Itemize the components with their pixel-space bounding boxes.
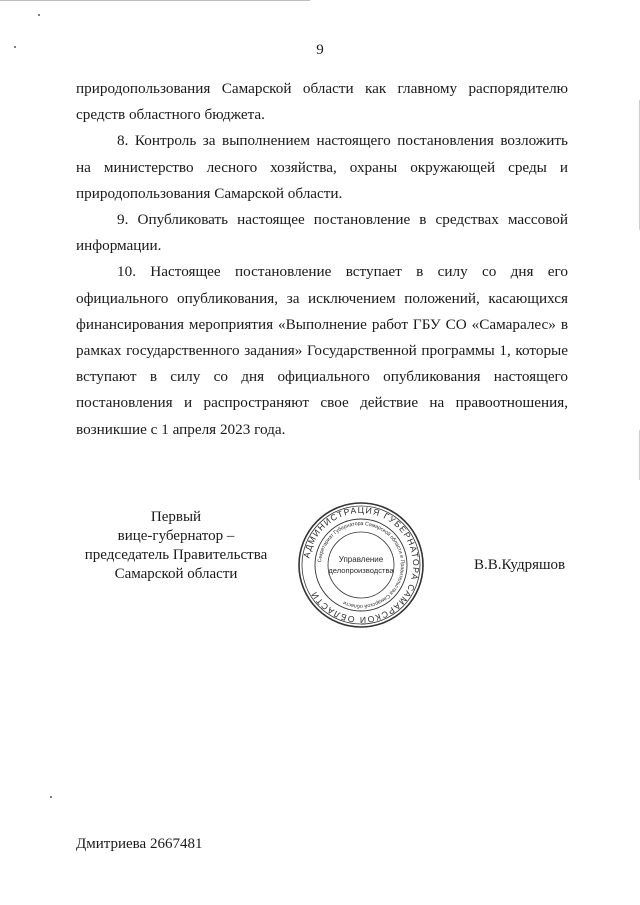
signatory-title-line: Первый [150,509,202,525]
paragraph-continuation: природопользования Самарской области как главному распорядителю средств областного бюджета. [76,80,568,124]
seal-graphic [296,500,426,630]
signatory-title-line: Самарской области [114,566,238,582]
signatory-title-line: председатель Правительства [84,547,268,563]
scan-artifact-dot [50,796,52,798]
paragraph-8: 8. Контроль за выполнением настоящего постановления возложить на министерство лесного хозяйства, охраны окружающей среды и природопользования Самарской области. [76,132,568,202]
scan-artifact-dot [38,14,40,16]
document-body [76,76,568,443]
scan-artifact-top-line [0,0,310,1]
paragraph-10: 10. Настоящее постановление вступает в силу со дня его официального опубликования, за исключением положений, касающихся финансирования мероприятия «Выполнение работ ГБУ СО «Самаралес» в рамках государственного задания» Государственной программы 1, которые вступают в силу со дня официального опубликования настоящего постановления и распространяют свое действие на правоотношения, возникшие с 1 апреля 2023 года. [76,263,568,438]
seal-inner-text: Секретариат Губернатора Самарской области и Правительства Самарской области [317,520,406,610]
page-number: 9 [316,42,324,58]
signatory-title [76,508,276,584]
executor-footer: Дмитриева 2667481 [76,836,203,852]
seal-center-line1: Управление [338,555,384,564]
seal-outer-text: АДМИНИСТРАЦИЯ ГУБЕРНАТОРА САМАРСКОЙ ОБЛАСТИ [301,504,422,626]
paragraph-9: 9. Опубликовать настоящее постановление в средствах массовой информации. [76,211,568,255]
seal-center-line2: делопроизводства [328,566,394,575]
signatory-title-line: вице-губернатор – [117,528,235,544]
official-seal-stamp [296,500,426,630]
signatory-name: В.В.Кудряшов [474,557,566,573]
